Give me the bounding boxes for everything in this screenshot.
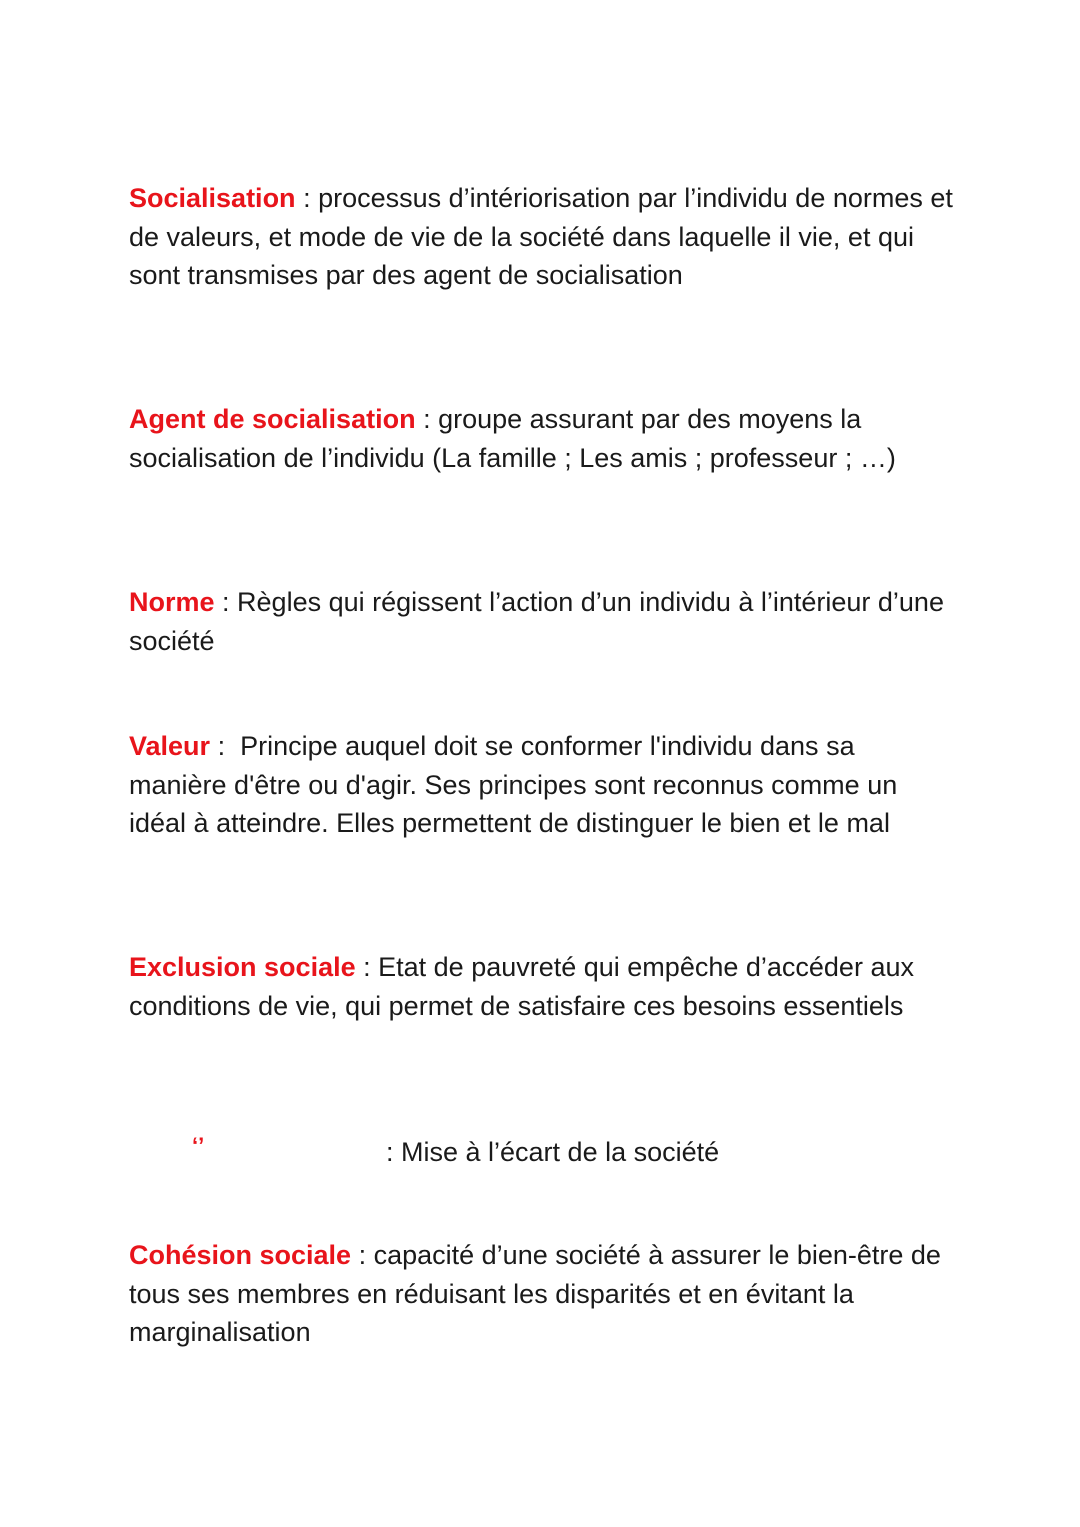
definition-valeur	[129, 727, 959, 843]
term-socialisation: Socialisation	[129, 183, 296, 213]
definition-text: Règles qui régissent l’action d’un individu à l’intérieur d’une société	[129, 587, 944, 656]
term-cohesion-sociale: Cohésion sociale	[129, 1240, 352, 1270]
ditto-definition: : Mise à l’écart de la société	[386, 1137, 720, 1167]
definition-cohesion-sociale	[129, 1236, 959, 1352]
separator: :	[214, 587, 238, 617]
separator: :	[415, 404, 439, 434]
ditto-mark: ‘’	[192, 1133, 205, 1158]
term-exclusion-sociale: Exclusion sociale	[129, 952, 356, 982]
definition-socialisation	[129, 179, 959, 295]
term-norme: Norme	[129, 587, 215, 617]
definition-norme	[129, 583, 959, 660]
definition-text: processus d’intériorisation par l’individu de normes et de valeurs, et mode de vie de la société dans laquelle il vie, et qui sont transmises par des agent de socialisation	[129, 183, 953, 291]
definition-text: groupe assurant par des moyens la socialisation de l’individu (La famille ; Les amis ; professeur ; …)	[129, 404, 896, 473]
term-agent-de-socialisation: Agent de socialisation	[129, 404, 416, 434]
separator: :	[355, 952, 379, 982]
term-valeur: Valeur	[129, 731, 211, 761]
separator: :	[351, 1240, 374, 1270]
separator: :	[210, 731, 241, 761]
definition-agent-de-socialisation	[129, 400, 959, 477]
definition-text: Etat de pauvreté qui empêche d’accéder aux conditions de vie, qui permet de satisfaire ces besoins essentiels	[129, 952, 914, 1021]
definition-exclusion-sociale	[129, 948, 959, 1025]
separator: :	[295, 183, 319, 213]
definition-text: Principe auquel doit se conformer l'individu dans sa manière d'être ou d'agir. Ses principes sont reconnus comme un idéal à atteindre. Elles permettent de distinguer le bien et le mal	[129, 731, 898, 839]
definition-text: capacité d’une société à assurer le bien-être de tous ses membres en réduisant les disparités et en évitant la marginalisation	[129, 1240, 941, 1348]
